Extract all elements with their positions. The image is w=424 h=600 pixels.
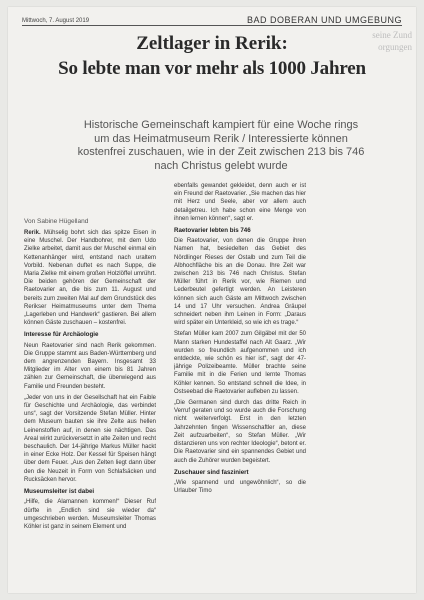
byline: Von Sabine Hügelland (24, 218, 89, 225)
paragraph: „Die Germanen sind durch das dritte Reich in Verruf geraten und so wurde auch die Forschung nicht weiterverfolgt. Erst in den letzten Jahrzehnten fingen Wissenschaftler an, diese Zeit aufzuarbeiten“, so Stefan Müller. „Wir distanzieren uns von rechter Ideologie“, betont er. Die Raetovarier sind ein spannendes Gebiet und auch die Zuhörer wurden begeistert. (174, 400, 306, 464)
paragraph: „Wie spannend und ungewöhnlich“, so die Urlauber Timo (174, 479, 306, 495)
article-column-right (174, 182, 306, 590)
section-title: BAD DOBERAN UND UMGEBUNG (246, 15, 402, 25)
paragraph: ebenfalls gewandet gekleidet, denn auch er ist ein Freund der Raetovarier. „Sie machen das hier mit Herz und Seele, aber vor allem auch detailgetreu. Ich habe schon eine Menge von ihnen lernen können“, sagt er. (174, 183, 306, 222)
paragraph: Neun Raetovarier sind nach Rerik gekommen. Die Gruppe stammt aus Baden-Württemberg und dem angrenzenden Bayern. Insgesamt 33 Mitglieder im Alter von einem bis 81 Jahren zählen zur Gemeinschaft, die überwiegend aus Familie und Freunden besteht. (24, 342, 156, 390)
bleed-through-text: seine Zund orgungen (372, 30, 412, 52)
subheading: Raetovarier lebten bis 746 (174, 227, 251, 235)
subheading: Zuschauer sind fasziniert (174, 468, 249, 476)
page-header (22, 13, 402, 26)
article-column-left (24, 229, 156, 589)
teaser-text: Historische Gemeinschaft kampiert für eine Woche rings um das Heimatmuseum Rerik / Interessierte können kostenfrei zuschauen, wie in der Zeit zwischen 213 bis 746 nach Christus gelebt wurde (77, 119, 365, 172)
newspaper-clipping (8, 7, 416, 593)
headline-line-2: So lebte man vor mehr als 1000 Jahren (58, 58, 366, 79)
headline-line-1: Zeltlager in Rerik: (136, 33, 288, 54)
paragraph: Die Raetovarier, von denen die Gruppe ihren Namen hat, besiedelten das Gebiet des Nördlinger Rieses der Ostalb und zum Teil die Albhochfläche bis an die Donau. Ihre Zeit war zwischen 213 bis 746 nach Christus. Stefan Müller führt in Rerik vor, wie Riemen und Lederbeutel gefertigt werden. An Leisteren können sich auch Gäste am Mittwoch zwischen 14 und 17 Uhr versuchen. Andrea Gräupel schneidert neben ihm Leinen in Form: „Daraus wird später ein Unterkleid, so wie ich es trage.“ (174, 238, 306, 327)
paragraph: Rerik. Mühselig bohrt sich das spitze Eisen in eine Muschel. Der Handbohrer, mit dem Udo Zielke arbeitet, damit aus der Muschel einmal ein Kettenanhänger wird, entstand nach uraltem Vorbild. Nebenan duftet es nach Suppe, die Maria Zielke mit einem großen Holzlöffel umrührt. Die beiden gehören der Gemeinschaft der Raetovarier an, die bis zum 11. August und bereits zum zweiten Mal auf dem Grundstück des Rerikser Heimatmuseums unter dem Thema „Lagerleben und Handwerk“ gastieren. Bei allem können Gäste zuschauen – kostenfrei. (24, 230, 156, 327)
paragraph: Stefan Müller kam 2007 zum Gilgäbel mit der 50 Mann starken Hundestaffel nach Alt Gaarz. „Wir wurden so freundlich aufgenommen und ich entdeckte, wie schön es hier ist“, sagt der 47-jährige Polizeibeamte. Müller brachte seine Familie mit in die Ferien und lernte Thomas Köhler kennen. So entstand schnell die Idee, in Ostseebad die Raetovarier aufleben zu lassen. (174, 331, 306, 395)
paragraph: „Hilfe, die Alamannen kommen!“ Dieser Ruf dürfte in „Endlich sind sie wieder da“ umgeschrieben werden. Museumsleiter Thomas Köhler ist ganz in seinem Element und (24, 499, 156, 530)
subheading: Interesse für Archäologie (24, 331, 99, 339)
subheading: Museumsleiter ist dabei (24, 488, 95, 496)
issue-date: Mittwoch, 7. August 2019 (22, 18, 90, 24)
dateline: Rerik. (24, 230, 41, 236)
paragraph: „Jeder von uns in der Gesellschaft hat ein Faible für Geschichte und Archäologie, das verbindet uns“, sagt der Vorsitzende Stefan Müller. Hinter dem Museum bauten sie ihre Zelte aus hellen Leinenstoffen auf, in denen sie nächtigen. Das Areal wirkt zurückversetzt in alte Zeiten und recht beschaulich. Der 14-jährige Markus Müller hackt in einer Ecke Holz. Der Kessel für Speisen hängt über dem Feuer. „Aus den Zelten liegt dann über den die Neuzeit in Form von Schlafsäcken und Rucksäcken hervor. (24, 394, 156, 483)
